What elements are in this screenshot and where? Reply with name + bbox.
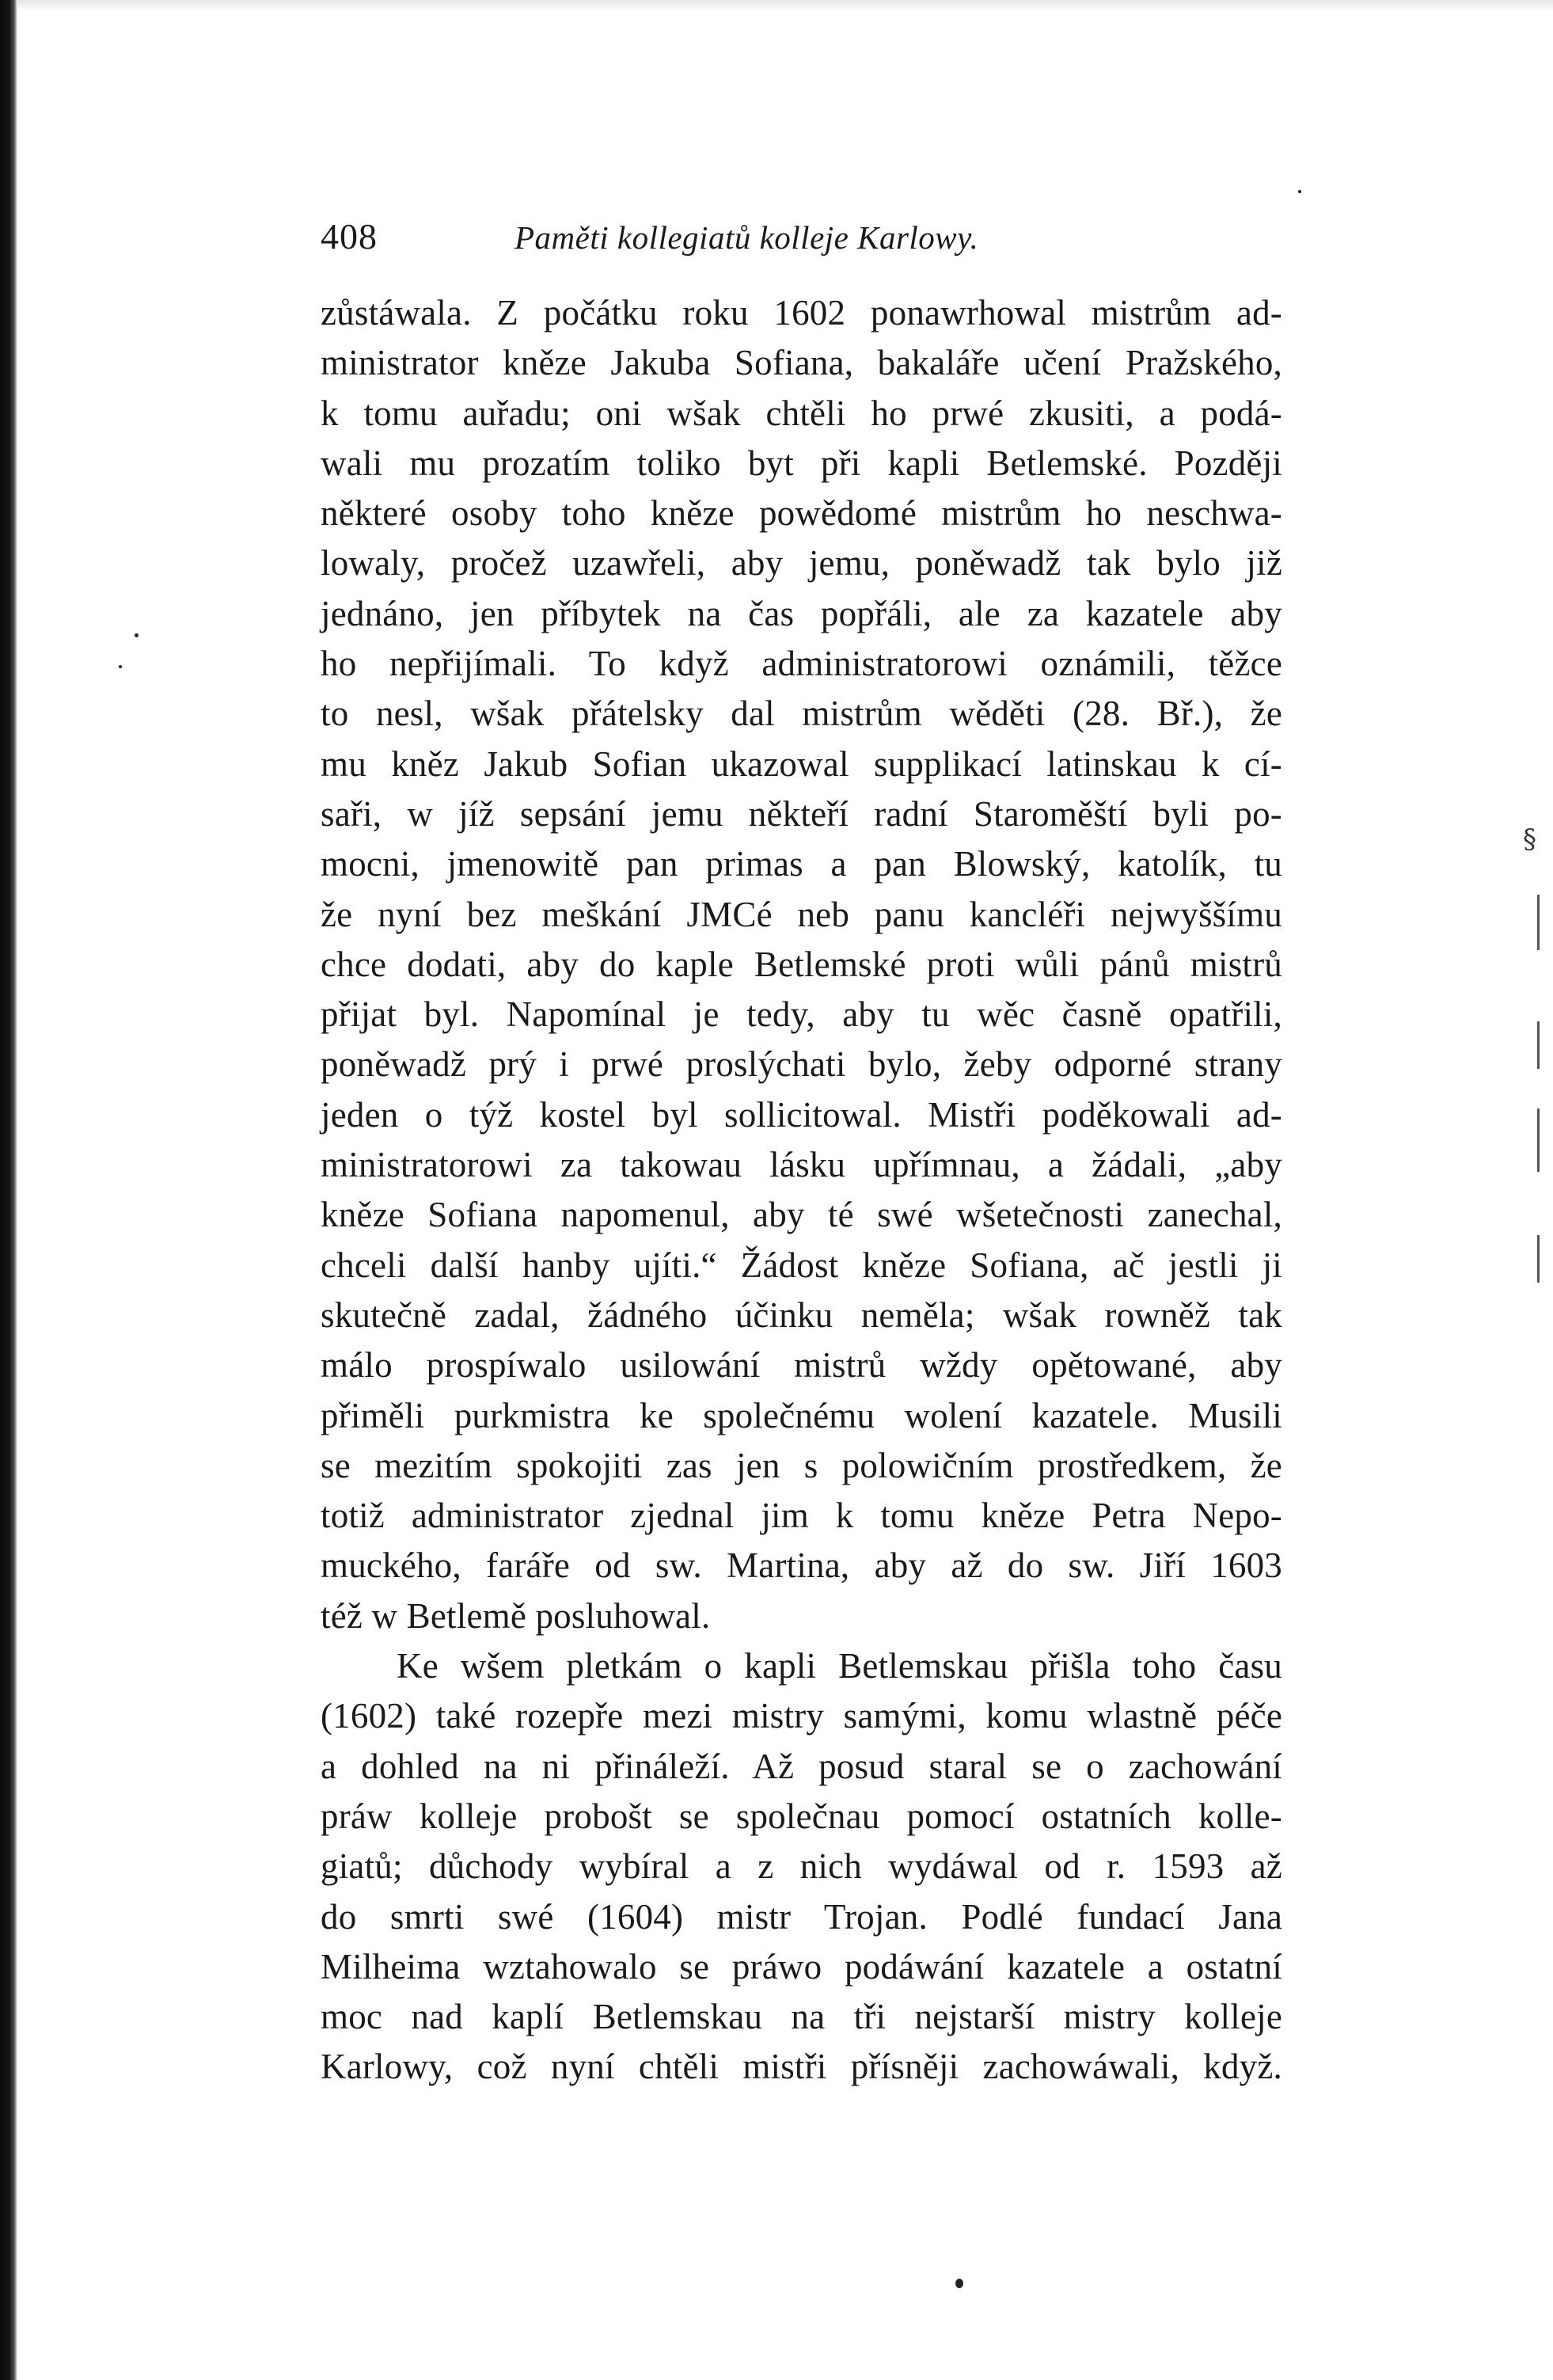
margin-mark [1537,895,1540,950]
text-line: ministrator kněze Jakuba Sofiana, bakaláře učení Pražského, [321,343,1282,383]
text-line: to nesl, wšak přátelsky dal mistrům wěděti (28. Bř.), že [321,694,1282,734]
text-line: se mezitím spokojiti zas jen s polowičním prostředkem, že [321,1445,1282,1485]
margin-glyph: § [1523,823,1536,855]
text-line: muckého, faráře od sw. Martina, aby až do sw. Jiří 1603 [321,1545,1282,1586]
text-line: do smrti swé (1604) mistr Trojan. Podlé fundací Jana [321,1896,1282,1937]
text-line: poněwadž prý i prwé proslýchati bylo, žeby odporné strany [321,1044,1282,1085]
text-line: (1602) také rozepře mezi mistry samými, komu wlastně péče [321,1696,1282,1736]
text-line: kněze Sofiana napomenul, aby té swé wšetečnosti zanechal, [321,1195,1282,1235]
margin-mark [1537,1108,1540,1172]
text-line: práw kolleje probošt se společnau pomocí ostatních kolle- [321,1796,1282,1836]
text-line: chce dodati, aby do kaple Betlemské proti wůli pánů mistrů [321,944,1282,984]
text-line: moc nad kaplí Betlemskau na tři nejstarší mistry kolleje [321,1997,1282,2037]
text-line: k tomu auřadu; oni wšak chtěli ho prwé zkusiti, a podá- [321,393,1282,433]
text-line: Milheima wztahowalo se práwo podáwání kazatele a ostatní [321,1946,1282,1987]
text-line: mu kněz Jakub Sofian ukazowal supplikací latinskau k cí- [321,743,1282,784]
text-line: přiměli purkmistra ke společnému wolení kazatele. Musili [321,1395,1282,1435]
text-line: mocni, jmenowitě pan primas a pan Blowský, katolík, tu [321,844,1282,884]
text-line: jeden o týž kostel byl sollicitowal. Mistři poděkowali ad- [321,1094,1282,1135]
speck [119,665,122,668]
text-line: též w Betlemě posluhowal. [321,1595,711,1636]
text-line: zůstáwala. Z počátku roku 1602 ponawrhowal mistrům ad- [321,293,1282,333]
text-line: Ke wšem pletkám o kapli Betlemskau přišla toho času [397,1646,1282,1686]
text-line: některé osoby toho kněze powědomé mistrům ho neschwa- [321,493,1282,534]
margin-mark [1537,1021,1540,1069]
text-line: ministratorowi za takowau lásku upřímnau, a žádali, „aby [321,1145,1282,1185]
text-line: skutečně zadal, žádného účinku neměla; wšak rowněž tak [321,1295,1282,1335]
text-line: Karlowy, což nyní chtěli mistři přísněji zachowáwali, když. [321,2047,1282,2087]
speck [135,633,139,637]
text-line: giatů; důchody wybíral a z nich wydáwal od r. 1593 až [321,1846,1282,1887]
text-line: lowaly, pročež uzawřeli, aby jemu, poněwadž tak bylo již [321,543,1282,584]
speck [955,2279,963,2288]
text-line: chceli další hanby ujíti.“ Žádost kněze Sofiana, ač jestli ji [321,1245,1282,1285]
text-line: jednáno, jen příbytek na čas popřáli, ale za kazatele aby [321,593,1282,633]
page-number: 408 [321,216,378,257]
text-line: wali mu prozatím toliko byt při kapli Betlemské. Později [321,443,1282,483]
scan-border [0,0,17,2380]
text-line: že nyní bez meškání JMCé neb panu kancléři nejwyššímu [321,894,1282,934]
text-line: totiž administrator zjednal jim k tomu kněze Petra Nepo- [321,1496,1282,1536]
text-line: saři, w jíž sepsání jemu někteří radní Staroměští byli po- [321,793,1282,834]
paragraph [321,288,1282,1641]
text-line: ho nepřijímali. To když administratorowi oznámili, těžce [321,644,1282,684]
running-title: Paměti kollegiatů kolleje Karlowy. [515,219,979,256]
text-line: přijat byl. Napomínal je tedy, aby tu wěc časně opatřili, [321,994,1282,1035]
paragraph [321,1641,1282,2093]
scan-top-edge [17,0,1553,11]
page-header [321,215,1322,263]
text-line: málo prospíwalo usilowání mistrů wždy opětowané, aby [321,1345,1282,1386]
text-line: a dohled na ni přináleží. Až posud staral se o zachowání [321,1746,1282,1786]
margin-mark [1537,1235,1540,1283]
body-text [321,288,1282,2093]
speck [1298,190,1301,193]
